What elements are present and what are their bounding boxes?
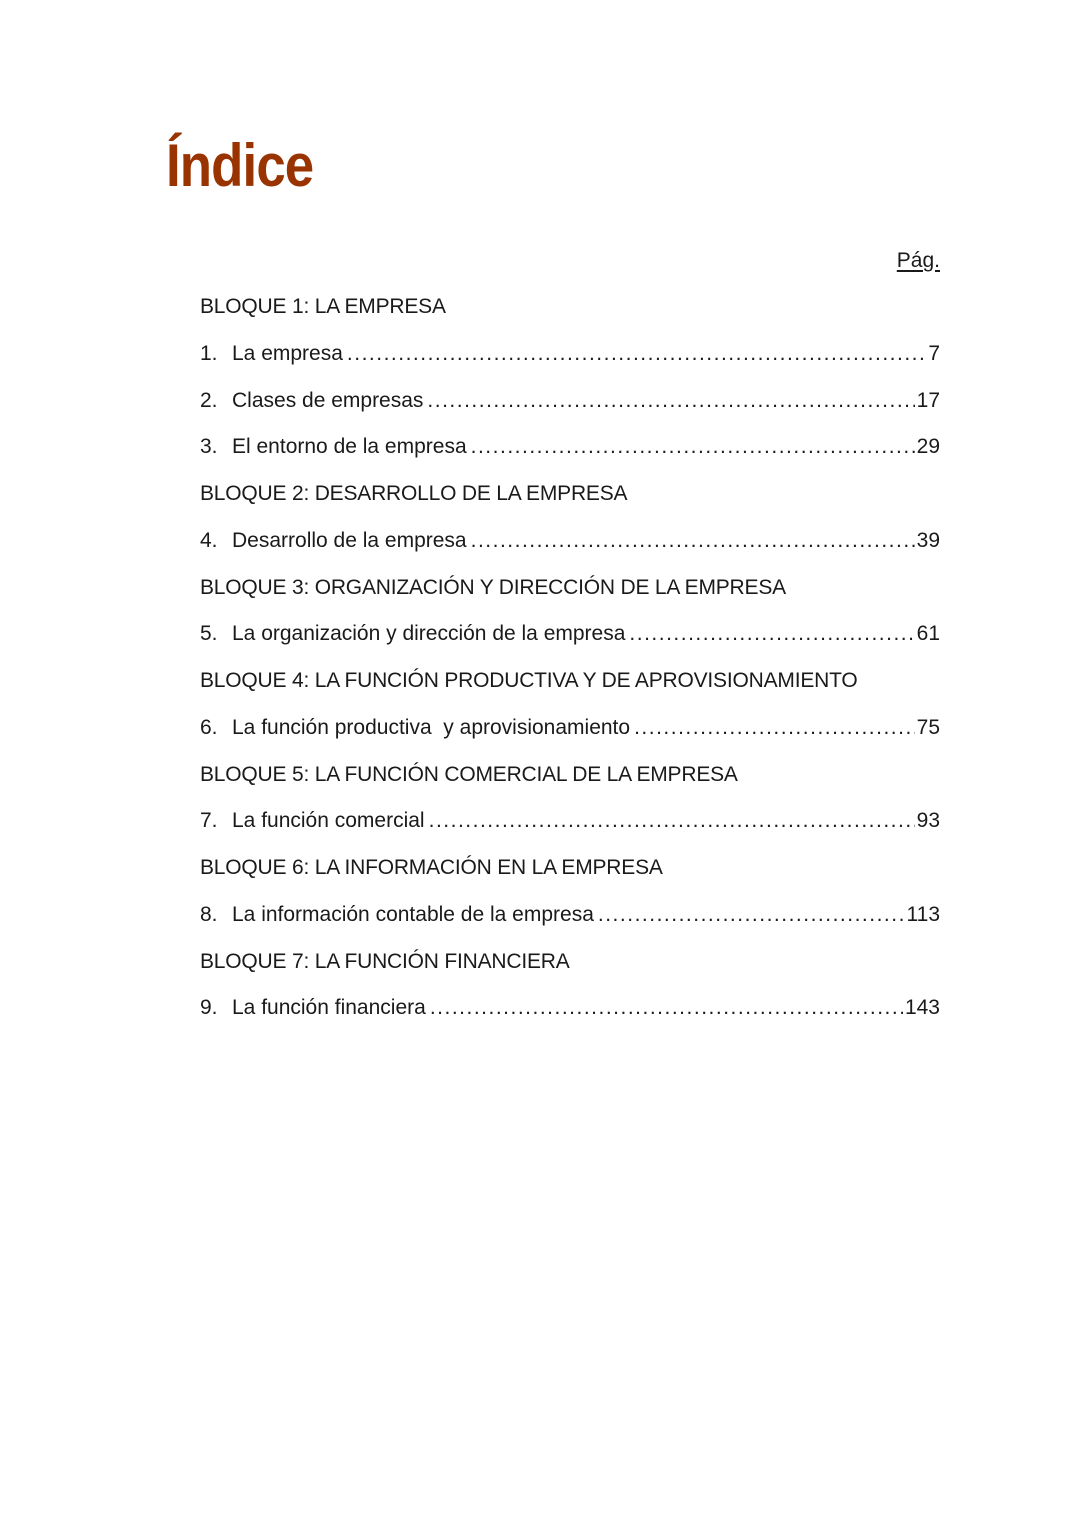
entry-title: Desarrollo de la empresa — [232, 528, 467, 552]
entry-title: La organización y dirección de la empresa — [232, 622, 626, 646]
entry-page: 75 — [916, 715, 940, 739]
dot-leader — [471, 424, 915, 471]
entry-title: La función financiera — [232, 996, 426, 1020]
dot-leader — [347, 331, 926, 378]
dot-leader — [427, 378, 914, 425]
block-heading-4: BLOQUE 4: LA FUNCIÓN PRODUCTIVA Y DE APROVISIONAMIENTO — [200, 669, 858, 692]
dot-leader — [634, 705, 915, 752]
entry-page: 113 — [906, 902, 940, 926]
entry-page: 93 — [916, 809, 940, 833]
block-heading-2: BLOQUE 2: DESARROLLO DE LA EMPRESA — [200, 482, 628, 505]
entry-title: El entorno de la empresa — [232, 435, 467, 459]
entry-number: 1. — [200, 341, 218, 365]
block-heading-1: BLOQUE 1: LA EMPRESA — [200, 295, 446, 318]
entry-number: 5. — [200, 622, 218, 646]
entry-page: 7 — [928, 341, 940, 365]
toc-entry-2[interactable] — [200, 378, 940, 425]
page-title: Índice — [166, 132, 314, 199]
table-of-contents — [200, 238, 940, 1032]
entry-number: 3. — [200, 435, 218, 459]
entry-title: La información contable de la empresa — [232, 902, 594, 926]
entry-number: 6. — [200, 715, 218, 739]
block-heading-3: BLOQUE 3: ORGANIZACIÓN Y DIRECCIÓN DE LA EMPRESA — [200, 575, 786, 599]
entry-title: La empresa — [232, 341, 343, 365]
dot-leader — [629, 611, 914, 658]
entry-page: 29 — [916, 435, 940, 459]
toc-entry-9[interactable] — [200, 985, 940, 1032]
entry-page: 143 — [904, 996, 940, 1020]
toc-entry-3[interactable] — [200, 424, 940, 471]
entry-page: 61 — [916, 622, 940, 646]
toc-entry-1[interactable] — [200, 331, 940, 378]
entry-number: 4. — [200, 528, 218, 552]
entry-number: 8. — [200, 902, 218, 926]
toc-entry-6[interactable] — [200, 705, 940, 752]
entry-number: 7. — [200, 809, 218, 833]
block-heading-6: BLOQUE 6: LA INFORMACIÓN EN LA EMPRESA — [200, 856, 663, 879]
dot-leader — [471, 518, 915, 565]
entry-number: 9. — [200, 996, 218, 1020]
entry-title: La función productiva y aprovisionamiento — [232, 715, 631, 739]
entry-title: Clases de empresas — [232, 388, 424, 412]
page-column-label: Pág. — [896, 249, 940, 272]
dot-leader — [598, 892, 905, 939]
entry-number: 2. — [200, 388, 218, 412]
block-heading-5: BLOQUE 5: LA FUNCIÓN COMERCIAL DE LA EMPRESA — [200, 762, 738, 786]
page-column-header — [200, 238, 940, 284]
toc-entry-8[interactable] — [200, 892, 940, 939]
toc-entry-7[interactable] — [200, 798, 940, 845]
entry-page: 17 — [916, 388, 940, 412]
dot-leader — [430, 985, 903, 1032]
entry-page: 39 — [916, 528, 940, 552]
toc-entry-4[interactable] — [200, 518, 940, 565]
dot-leader — [429, 798, 915, 845]
toc-entry-5[interactable] — [200, 611, 940, 658]
block-heading-7: BLOQUE 7: LA FUNCIÓN FINANCIERA — [200, 949, 570, 973]
entry-title: La función comercial — [232, 809, 425, 833]
